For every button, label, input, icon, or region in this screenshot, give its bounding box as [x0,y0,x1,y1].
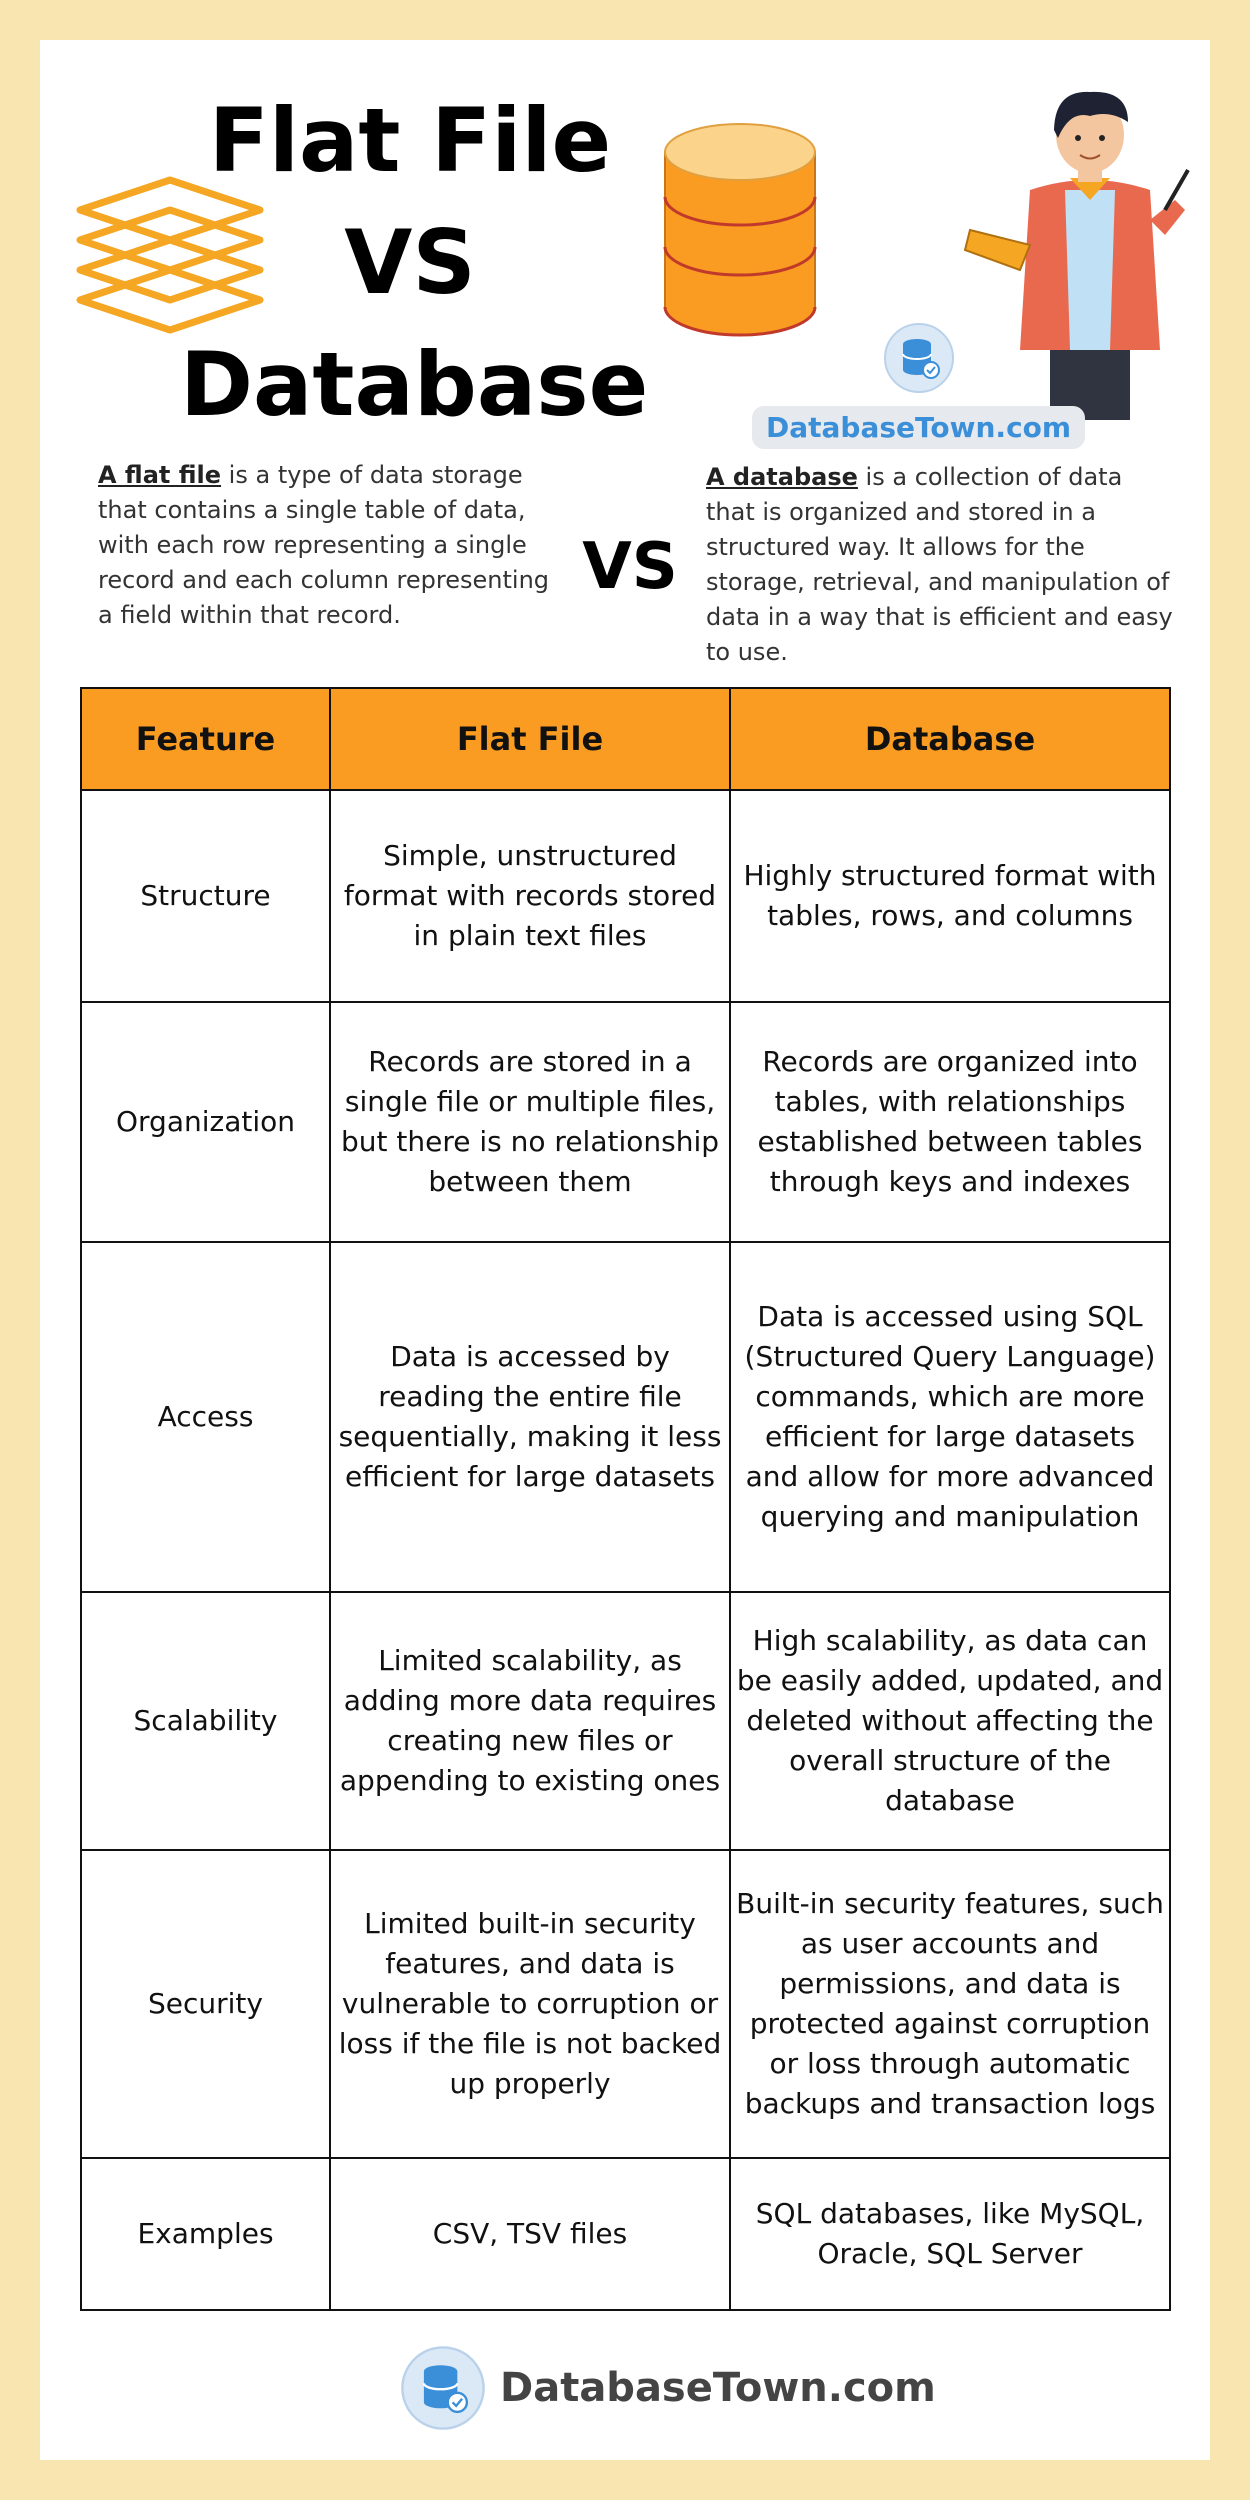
feature-cell: Organization [81,1002,330,1242]
table-row [81,790,1170,1002]
database-definition: is a collection of data that is organized and stored in a structured way. It allows for the storage, retrieval, and manipulation of data in a way that is efficient and easy to use. [706,463,1173,666]
flat-file-cell: Limited built-in security features, and data is vulnerable to corruption or loss if the file is not backed up properly [330,1850,730,2158]
database-cell: High scalability, as data can be easily added, updated, and deleted without affecting the overall structure of the database [730,1592,1170,1850]
feature-cell: Security [81,1850,330,2158]
header-flat-file: Flat File [330,688,730,790]
page-title [180,80,649,446]
database-shield-icon [883,322,955,394]
database-cell: Records are organized into tables, with relationships established between tables through keys and indexes [730,1002,1170,1242]
table-row [81,1592,1170,1850]
feature-cell: Examples [81,2158,330,2310]
flat-file-cell: Simple, unstructured format with records stored in plain text files [330,790,730,1002]
title-line-3: Database [180,333,649,436]
database-cylinder-icon [660,122,820,342]
feature-cell: Structure [81,790,330,1002]
flat-file-cell: Data is accessed by reading the entire file sequentially, making it less efficient for large datasets [330,1242,730,1592]
vs-label: VS [582,530,678,604]
database-shield-icon [400,2345,486,2431]
brand-badge-top [752,322,1085,449]
table-row [81,1002,1170,1242]
title-line-1: Flat File [208,89,612,192]
flat-file-definition: is a type of data storage that contains a single table of data, with each row representing a single record and each column representing a field within that record. [98,461,550,629]
table-row [81,1242,1170,1592]
table-row [81,1850,1170,2158]
brand-footer [400,2345,936,2431]
header-database: Database [730,688,1170,790]
flat-file-description [98,458,568,633]
header-feature: Feature [81,688,330,790]
flat-file-cell: Records are stored in a single file or multiple files, but there is no relationship between them [330,1002,730,1242]
flat-file-cell: CSV, TSV files [330,2158,730,2310]
database-cell: Built-in security features, such as user accounts and permissions, and data is protected against corruption or loss through automatic backups and transaction logs [730,1850,1170,2158]
flat-file-term: A flat file [98,461,222,489]
feature-cell: Scalability [81,1592,330,1850]
brand-name-footer[interactable]: DatabaseTown.com [500,2365,936,2411]
flat-file-cell: Limited scalability, as adding more data requires creating new files or appending to existing ones [330,1592,730,1850]
comparison-table [80,687,1171,2311]
title-line-2: VS [344,211,476,314]
database-cell: Data is accessed using SQL (Structured Query Language) commands, which are more efficient for large datasets and allow for more advanced querying and manipulation [730,1242,1170,1592]
brand-name-top[interactable]: DatabaseTown.com [752,406,1085,449]
feature-cell: Access [81,1242,330,1592]
infographic-page [40,40,1210,2460]
table-row [81,2158,1170,2310]
database-cell: SQL databases, like MySQL, Oracle, SQL Server [730,2158,1170,2310]
database-term: A database [706,463,858,491]
database-description [706,460,1176,670]
database-cell: Highly structured format with tables, rows, and columns [730,790,1170,1002]
table-header-row [81,688,1170,790]
